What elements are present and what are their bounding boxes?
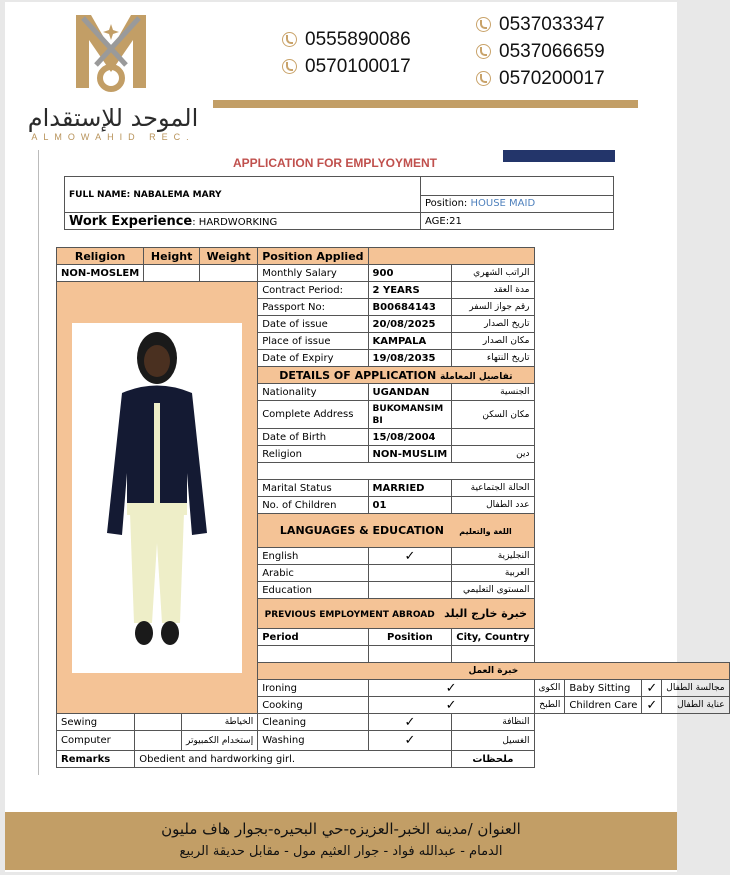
row-arabic: عدد الطفال	[452, 497, 534, 514]
row-value: 15/08/2004	[368, 429, 452, 446]
row-value: UGANDAN	[368, 384, 452, 401]
languages-header-en: LANGUAGES & EDUCATION	[279, 524, 444, 537]
phone-icon	[476, 71, 491, 86]
skill-label: Washing	[258, 731, 368, 751]
phone-icon	[282, 59, 297, 74]
skill-label: Baby Sitting	[565, 680, 642, 697]
row-arabic: الراتب الشهري	[452, 265, 534, 282]
prev-employment-header	[258, 599, 534, 629]
footer-address-line2: الدمام - عبدالله فواد - جوار العثيم مول - مقابل حديقة الربيع	[179, 844, 503, 859]
skill-label: Children Care	[565, 697, 642, 714]
row-label: Date of Birth	[258, 429, 368, 446]
row-arabic: الحالة الجتماعية	[452, 480, 534, 497]
skill-label: Computer	[57, 731, 135, 751]
row-value: NON-MUSLIM	[368, 446, 452, 463]
skill-arabic: الطبخ	[534, 697, 565, 714]
prev-period-cell	[258, 646, 368, 663]
form-title: APPLICATION FOR EMPLYOYMENT	[232, 156, 437, 170]
weight-value	[200, 265, 258, 282]
header-position-applied: Position Applied	[258, 248, 368, 265]
work-experience-value: : HARDWORKING	[192, 216, 278, 228]
phone-number: 0537066659	[499, 40, 605, 62]
application-table	[56, 247, 730, 768]
header-weight: Weight	[200, 248, 258, 265]
margin-line	[38, 150, 39, 775]
logo-mark-icon	[71, 10, 151, 100]
row-value: BUKOMANSIMBI	[368, 401, 452, 429]
row-label: Date of Expiry	[258, 350, 368, 367]
row-arabic: تاريخ الصدار	[452, 316, 534, 333]
row-label: Education	[258, 582, 368, 599]
checkmark: ✓	[368, 548, 452, 565]
footer-address	[5, 812, 677, 870]
prev-employment-header-en: PREVIOUS EMPLOYMENT ABROAD	[264, 610, 435, 620]
row-value: B00684143	[368, 299, 452, 316]
phone-entry	[282, 53, 411, 80]
skill-label: Sewing	[57, 714, 135, 731]
applicant-header-table	[64, 176, 614, 230]
skills-header: خبرة العمل	[258, 663, 729, 680]
phone-icon	[476, 17, 491, 32]
skill-arabic: الغسيل	[452, 731, 534, 751]
header-divider	[213, 100, 638, 108]
row-arabic: العربية	[452, 565, 534, 582]
row-label: Date of issue	[258, 316, 368, 333]
company-logo	[23, 10, 203, 140]
remarks-value: Obedient and hardworking girl.	[135, 751, 452, 768]
prev-employment-header-ar: خبرة خارج البلد	[444, 607, 528, 620]
remarks-label: Remarks	[57, 751, 135, 768]
age: AGE:21	[421, 213, 614, 230]
position-cell	[421, 195, 614, 213]
work-experience-cell	[65, 213, 421, 230]
phone-number: 0537033347	[499, 13, 605, 35]
languages-header	[258, 514, 534, 548]
skill-arabic: إستخدام الكمبيوتر	[182, 731, 258, 751]
prev-city-cell	[452, 646, 534, 663]
prev-position-cell	[368, 646, 452, 663]
skill-arabic: الخياطة	[182, 714, 258, 731]
row-label: English	[258, 548, 368, 565]
position-value: HOUSE MAID	[470, 198, 536, 210]
row-arabic	[452, 429, 534, 446]
row-arabic: النجليزية	[452, 548, 534, 565]
row-value: 19/08/2035	[368, 350, 452, 367]
empty-cell	[421, 177, 614, 196]
header-height: Height	[144, 248, 200, 265]
remarks-arabic: ملحظات	[452, 751, 534, 768]
logo-arabic-text: الموحد للإستقدام	[27, 104, 199, 132]
person-photo-icon	[72, 323, 242, 673]
phone-icon	[476, 44, 491, 59]
row-value: 2 YEARS	[368, 282, 452, 299]
applicant-photo	[72, 323, 242, 673]
row-label: Contract Period:	[258, 282, 368, 299]
full-name: FULL NAME: NABALEMA MARY	[65, 177, 421, 213]
phone-number: 0570100017	[305, 55, 411, 77]
col-city-country: City, Country	[452, 629, 534, 646]
row-arabic: تاريخ النتهاء	[452, 350, 534, 367]
row-arabic: المستوى التعليمي	[452, 582, 534, 599]
row-arabic: رقم جواز السفر	[452, 299, 534, 316]
skill-label: Cleaning	[258, 714, 368, 731]
languages-header-ar: اللغة والتعليم	[459, 527, 512, 536]
checkmark	[368, 582, 452, 599]
row-value: MARRIED	[368, 480, 452, 497]
checkmark	[368, 565, 452, 582]
row-arabic: مكان السكن	[452, 401, 534, 429]
row-label: Complete Address	[258, 401, 368, 429]
details-header-en: DETAILS OF APPLICATION	[279, 368, 437, 382]
skill-label: Ironing	[258, 680, 368, 697]
height-value	[144, 265, 200, 282]
phone-number: 0570200017	[499, 67, 605, 89]
row-arabic: دين	[452, 446, 534, 463]
phone-list-left	[282, 26, 411, 80]
header-blank	[368, 248, 534, 265]
row-arabic: مدة العقد	[452, 282, 534, 299]
skill-check	[135, 714, 182, 731]
row-label: Religion	[258, 446, 368, 463]
phone-number: 0555890086	[305, 28, 411, 50]
phone-entry	[476, 65, 605, 92]
religion-value: NON-MOSLEM	[57, 265, 144, 282]
phone-list-right	[476, 11, 605, 92]
row-arabic: الجنسية	[452, 384, 534, 401]
details-header-ar: تفاصيل المعاملة	[440, 371, 513, 382]
logo-english-text: ALMOWAHID REC.	[31, 132, 195, 142]
skill-check: ✓	[642, 680, 662, 697]
skill-arabic: عناية الطفال	[662, 697, 729, 714]
skill-arabic: الكوى	[534, 680, 565, 697]
skill-arabic: النظافة	[452, 714, 534, 731]
position-label: Position:	[425, 198, 471, 210]
phone-icon	[282, 32, 297, 47]
details-header	[258, 367, 534, 384]
row-label: Passport No:	[258, 299, 368, 316]
phone-entry	[476, 38, 605, 65]
col-position: Position	[368, 629, 452, 646]
phone-entry	[282, 26, 411, 53]
skill-check: ✓	[368, 714, 452, 731]
skill-check: ✓	[368, 731, 452, 751]
row-label: Arabic	[258, 565, 368, 582]
skill-check: ✓	[368, 697, 534, 714]
spacer-row	[258, 463, 534, 480]
skill-label: Cooking	[258, 697, 368, 714]
col-period: Period	[258, 629, 368, 646]
row-label: Place of issue	[258, 333, 368, 350]
row-value: KAMPALA	[368, 333, 452, 350]
row-label: Nationality	[258, 384, 368, 401]
photo-cell	[57, 282, 258, 714]
skill-check: ✓	[368, 680, 534, 697]
row-arabic: مكان الصدار	[452, 333, 534, 350]
header-religion: Religion	[57, 248, 144, 265]
row-label: No. of Children	[258, 497, 368, 514]
row-label: Marital Status	[258, 480, 368, 497]
row-value: 20/08/2025	[368, 316, 452, 333]
row-value: 900	[368, 265, 452, 282]
work-experience-label: Work Experience	[69, 213, 193, 229]
phone-entry	[476, 11, 605, 38]
skill-check	[135, 731, 182, 751]
footer-address-line1: العنوان /مدينه الخبر-العزيزه-حي البحيره-بجوار هاف مليون	[161, 820, 521, 838]
skill-arabic: مجالسة الطفال	[662, 680, 729, 697]
skill-check: ✓	[642, 697, 662, 714]
row-label: Monthly Salary	[258, 265, 368, 282]
row-value: 01	[368, 497, 452, 514]
